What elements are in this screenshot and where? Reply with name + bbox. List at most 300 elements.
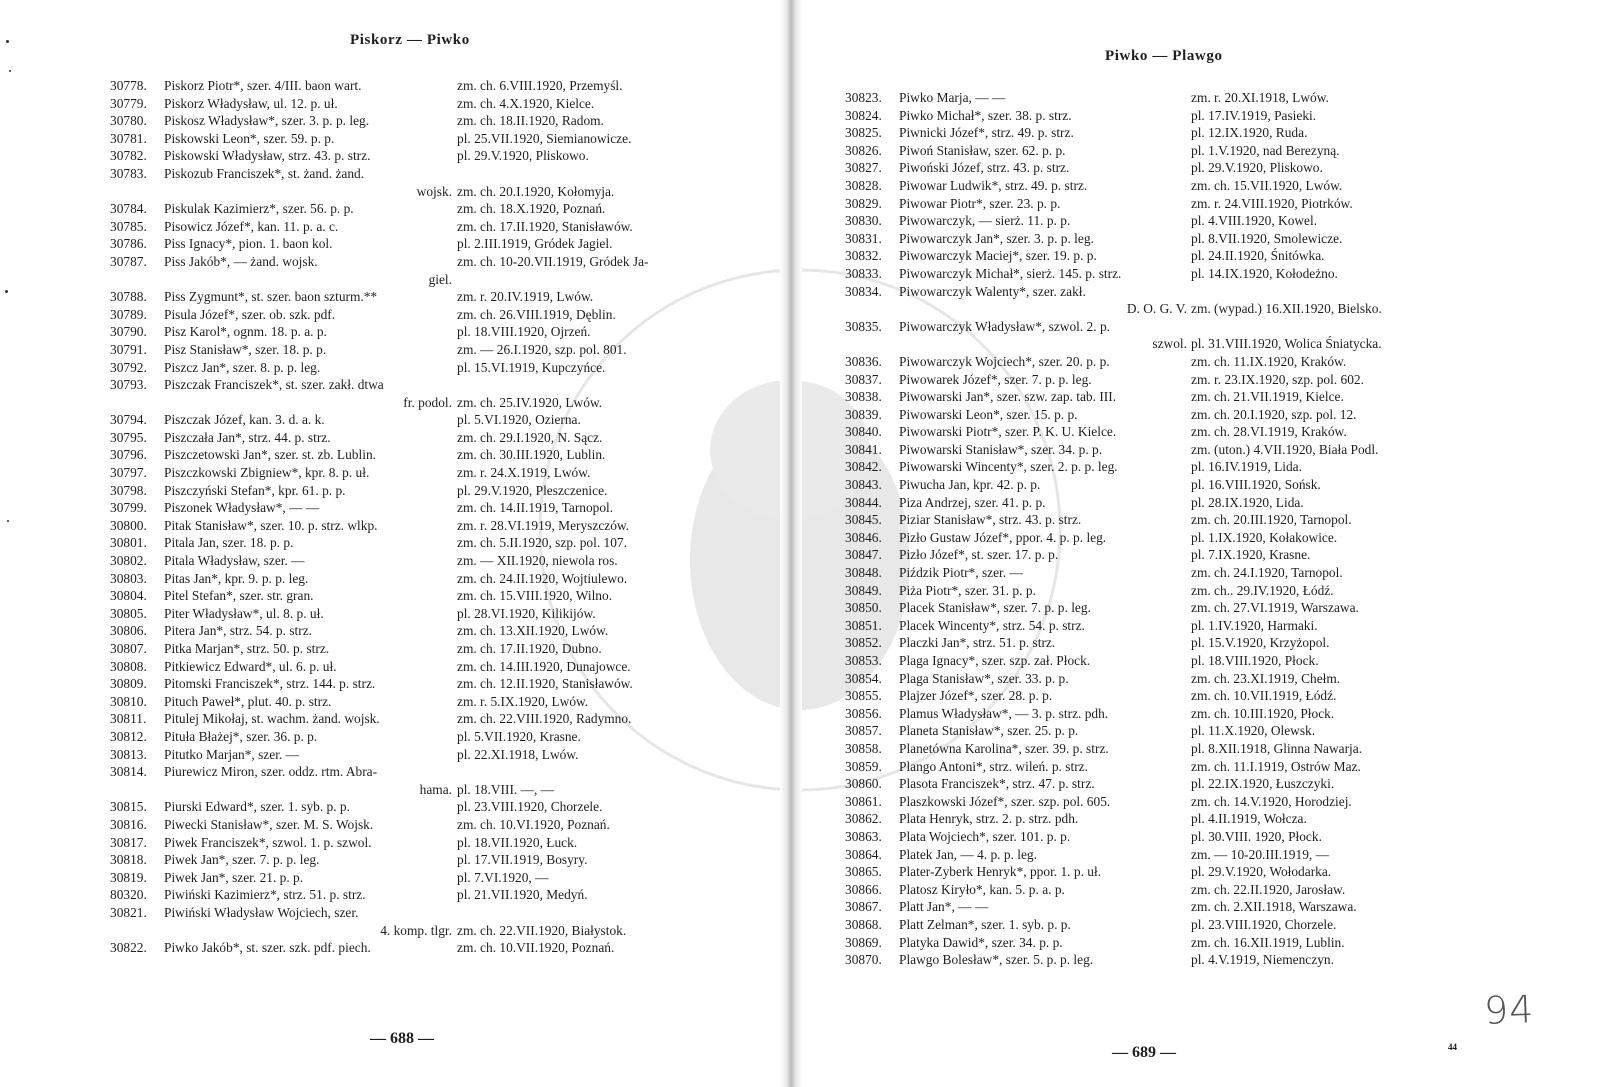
entry-row [845,442,1525,460]
entry-name: Piszczała Jan*, strz. 44. p. strz. [164,429,331,445]
entry-name: Piwowarczyk Michał*, sierż. 145. p. strz. [899,265,1122,281]
entry-row [845,495,1525,513]
entry-status: pl. 28.IX.1920, Lida. [1191,494,1304,510]
entry-number: 30812. [110,728,147,744]
entry-name: Piza Andrzej, szer. 41. p. p. [899,494,1046,510]
entry-name: Piwko Michał*, szer. 38. p. strz. [899,107,1072,123]
entry-name: Pisula Józef*, szer. ob. szk. pdf. [164,306,336,322]
entry-name: Piwowar Ludwik*, strz. 49. p. strz. [899,177,1088,193]
entry-number: 30819. [110,869,147,885]
entry-status: zm. ch. 10.VII.1919, Łódź. [1191,688,1337,704]
entry-row [110,148,730,166]
entry-number: 30844. [845,494,882,510]
entry-row [110,412,730,430]
entry-name: Plata Henryk, strz. 2. p. strz. pdh. [899,811,1079,827]
entry-status: zm. ch. 2.XII.1918, Warszawa. [1191,899,1357,915]
page-title: Piwko — Plawgo [1105,48,1223,64]
entry-status: zm. — XII.1920, niewola ros. [457,553,618,569]
entry-number: 30816. [110,816,147,832]
entry-status: zm. ch. 11.IX.1920, Kraków. [1191,353,1347,369]
entry-name: Plaszkowski Józef*, szer. szp. pol. 605. [899,793,1111,809]
entry-number: 30785. [110,218,147,234]
entry-name: Plasota Franciszek*, strz. 47. p. strz. [899,776,1095,792]
entry-status: pl. 29.V.1920, Pliskowo. [457,148,589,164]
entry-name: Piwowarski Piotr*, szer. P. K. U. Kielce. [899,424,1117,440]
entry-number: 30796. [110,447,147,463]
entry-status: pl. 17.VII.1919, Bosyry. [457,852,588,868]
entry-number: 30870. [845,952,882,968]
entry-name: Piskorz Władysław, ul. 12. p. uł. [164,95,338,111]
entry-row [845,90,1525,108]
entry-status: zm. r. 24.X.1919, Lwów. [457,465,591,481]
entry-row [845,547,1525,565]
entry-status: pl. 4.V.1919, Niemenczyn. [1191,952,1334,968]
entry-number: 30861. [845,793,882,809]
entry-number: 30828. [845,177,882,193]
entry-row [110,905,730,923]
entry-row [110,324,730,342]
entry-name: Piwek Franciszek*, szwol. 1. p. szwol. [164,834,372,850]
entry-status: zm. ch. 26.VIII.1919, Dęblin. [457,306,616,322]
entry-number: 30810. [110,693,147,709]
entry-name: Piwowarczyk Władysław*, szwol. 2. p. [899,318,1110,334]
entry-name: Piskorz Piotr*, szer. 4/III. baon wart. [164,78,362,93]
entry-name: Piss Jakób*, — żand. wojsk. [164,253,318,269]
entry-name: Platt Jan*, — — [899,899,989,915]
entry-name: Piwowarczyk Walenty*, szer. zakł. [899,283,1086,299]
entry-status: zm. ch. 27.VI.1919, Warszawa. [1191,600,1359,616]
entry-name: Piwowarczyk Maciej*, szer. 19. p. p. [899,248,1097,264]
entry-row [845,319,1525,337]
entry-row [845,248,1525,266]
entry-status: zm. ch. 13.XII.1920, Lwów. [457,623,609,639]
entry-row [110,78,730,96]
entry-unit-continuation: 4. komp. tlgr. [380,922,452,938]
entry-name: Piwowarski Leon*, szer. 15. p. p. [899,406,1078,422]
entry-name: Plater-Zyberk Henryk*, ppor. 1. p. uł. [899,864,1102,880]
entry-status: zm. ch. 10.III.1920, Płock. [1191,705,1335,721]
entry-row [110,342,730,360]
entry-row [110,113,730,131]
entry-row [110,236,730,254]
entry-row [110,606,730,624]
entry-status: zm. ch. 24.II.1920, Wojtiulewo. [457,570,628,586]
entry-status: pl. 2.III.1919, Gródek Jagiel. [457,236,613,252]
entry-row [110,96,730,114]
entry-name: Platyka Dawid*, szer. 34. p. p. [899,934,1063,950]
entry-number: 30790. [110,324,147,340]
entry-number: 30834. [845,283,882,299]
entry-unit-continuation: giel. [428,271,452,287]
entry-status: pl. 15.VI.1919, Kupczyńce. [457,359,606,375]
entry-number: 30787. [110,253,147,269]
entry-row [845,143,1525,161]
entry-name: Pizło Józef*, st. szer. 17. p. p. [899,547,1059,563]
entry-row [110,729,730,747]
page-title: Piskorz — Piwko [350,32,470,48]
entry-row [110,799,730,817]
entry-status: pl. 12.IX.1920, Ruda. [1191,125,1308,141]
entry-unit-continuation: wojsk. [416,183,452,199]
entry-name: Pisz Stanisław*, szer. 18. p. p. [164,341,327,357]
entry-number: 30846. [845,529,882,545]
entry-name: Piwowarski Jan*, szer. szw. zap. tab. III. [899,389,1117,405]
entry-status: zm. ch. 22.VII.1920, Białystok. [457,922,627,938]
entry-name: Pitera Jan*, strz. 54. p. strz. [164,623,313,639]
entry-status: pl. 29.V.1920, Pliskowo. [1191,160,1323,176]
entry-name: Piwowarski Wincenty*, szer. 2. p. p. leg. [899,459,1118,475]
entry-number: 30857. [845,723,882,739]
entry-status: zm. r. 20.XI.1918, Lwów. [1191,90,1329,105]
entry-number: 30830. [845,213,882,229]
entry-status: pl. 16.IV.1919, Lida. [1191,459,1302,475]
entry-row [845,160,1525,178]
entry-status: pl. 5.VI.1920, Ozierna. [457,412,581,428]
entry-name: Placzki Jan*, strz. 51. p. strz. [899,635,1056,651]
entry-row [845,178,1525,196]
entry-number: 30858. [845,740,882,756]
entry-name: Placek Stanisław*, szer. 7. p. p. leg. [899,600,1091,616]
entry-status: pl. 28.VI.1920, Kilikijów. [457,605,596,621]
page-number: — 688 — [370,1030,434,1047]
entry-row [845,706,1525,724]
entry-status: zm. — 26.I.1920, szp. pol. 801. [457,341,627,357]
entry-number: 30827. [845,160,882,176]
entry-name: Piwowarczyk Jan*, szer. 3. p. p. leg. [899,230,1094,246]
entry-row [845,477,1525,495]
entry-number: 30778. [110,78,147,93]
entry-row [845,372,1525,390]
entry-name: Piszonek Władysław*, — — [164,500,320,516]
entry-row [110,835,730,853]
entry-name: Piskowski Leon*, szer. 59. p. p. [164,130,335,146]
entry-row [845,653,1525,671]
entry-row [110,694,730,712]
entry-name: Piskozub Franciszek*, st. żand. żand. [164,165,365,181]
entry-name: Platt Zelman*, szer. 1. syb. p. p. [899,916,1071,932]
entry-name: Piss Ignacy*, pion. 1. baon kol. [164,236,333,252]
entry-number: 30839. [845,406,882,422]
entry-status: pl. 21.VII.1920, Medyń. [457,887,588,903]
entry-name: Pitel Stefan*, szer. str. gran. [164,588,314,604]
entry-name: Pitutko Marjan*, szer. — [164,746,300,762]
entry-status: zm. ch. 21.VII.1919, Kielce. [1191,389,1344,405]
entry-row [845,125,1525,143]
entry-row [845,847,1525,865]
entry-name: Piszczak Franciszek*, st. szer. zakł. dtwa [164,377,384,393]
entry-name: Platosz Kiryło*, kan. 5. p. a. p. [899,881,1065,897]
entry-name: Pisz Karol*, ognm. 18. p. a. p. [164,324,327,340]
entry-name: Piurski Edward*, szer. 1. syb. p. p. [164,799,350,815]
entry-status: zm. ch.. 29.IV.1920, Łódź. [1191,582,1334,598]
entry-row [845,424,1525,442]
entry-name: Piwowarski Stanisław*, szer. 34. p. p. [899,441,1103,457]
entry-name: Piwecki Stanisław*, szer. M. S. Wojsk. [164,816,374,832]
entry-name: Piwowarczyk, — sierż. 11. p. p. [899,213,1071,229]
entry-number: 30792. [110,359,147,375]
right-page [790,0,1600,1087]
entry-name: Piwowarek Józef*, szer. 7. p. p. leg. [899,371,1092,387]
entry-number: 30814. [110,764,147,780]
entry-status: zm. ch. 10.VI.1920, Poznań. [457,816,610,832]
handwritten-page-number: 94 [1483,987,1536,1033]
entry-number: 80320. [110,887,147,903]
entry-status: pl. 18.VII.1920, Łuck. [457,834,578,850]
entry-number: 30863. [845,828,882,844]
entry-status: zm. ch. 4.X.1920, Kielce. [457,95,595,111]
entry-status: pl. 1.V.1920, nad Berezyną. [1191,142,1340,158]
entry-row [110,219,730,237]
entry-name: Plango Antoni*, strz. wileń. p. strz. [899,758,1088,774]
entry-row [110,447,730,465]
entry-number: 30797. [110,465,147,481]
entry-name: Piwko Marja, — — [899,90,1006,105]
entry-number: 30817. [110,834,147,850]
entry-status: zm. r. 23.IX.1920, szp. pol. 602. [1191,371,1364,387]
entry-name: Plaga Stanisław*, szer. 33. p. p. [899,670,1069,686]
entry-row [845,583,1525,601]
entry-name: Piździk Piotr*, szer. — [899,565,1023,581]
entry-row [110,430,730,448]
entry-status: zm. ch. 18.X.1920, Poznań. [457,201,606,217]
entry-row [845,917,1525,935]
entry-row [845,354,1525,372]
entry-name: Piwowar Piotr*, szer. 23. p. p. [899,195,1061,211]
entry-status: pl. 4.VIII.1920, Kowel. [1191,213,1318,229]
entry-row [110,641,730,659]
entry-name: Pitak Stanisław*, szer. 10. p. strz. wlkp. [164,517,378,533]
entry-row [845,952,1525,970]
entry-name: Plajzer Józef*, szer. 28. p. p. [899,688,1053,704]
entry-row [845,794,1525,812]
entry-row [110,360,730,378]
entry-name: Piwucha Jan, kpr. 42. p. p. [899,477,1041,493]
entry-name: Plata Wojciech*, szer. 101. p. p. [899,828,1071,844]
entry-name: Piskulak Kazimierz*, szer. 56. p. p. [164,201,354,217]
entry-number: 30825. [845,125,882,141]
entry-number: 30859. [845,758,882,774]
entry-number: 30869. [845,934,882,950]
entry-name: Piwoński Józef, strz. 43. p. strz. [899,160,1070,176]
entry-number: 30798. [110,482,147,498]
entry-number: 30803. [110,570,147,586]
entry-status: zm. ch. 22.II.1920, Jarosław. [1191,881,1346,897]
entry-status: pl. 17.IV.1919, Pasieki. [1191,107,1317,123]
entry-name: Plaga Ignacy*, szer. szp. zał. Płock. [899,653,1091,668]
entry-row [845,882,1525,900]
entry-status: zm. ch. 24.I.1920, Tarnopol. [1191,565,1343,581]
entry-number: 30842. [845,459,882,475]
entry-name: Piskosz Władysław*, szer. 3. p. p. leg. [164,113,370,129]
entry-name: Pitomski Franciszek*, strz. 144. p. strz. [164,676,376,692]
page-number: — 689 — [1112,1044,1176,1061]
entry-row [845,213,1525,231]
entry-row [845,512,1525,530]
entry-number: 30867. [845,899,882,915]
entry-number: 30852. [845,635,882,651]
entry-row [845,565,1525,583]
entry-number: 30838. [845,389,882,405]
entry-name: Piszczyński Stefan*, kpr. 61. p. p. [164,482,346,498]
entry-status: zm. ch. 10-20.VII.1919, Gródek Ja- [457,253,649,269]
entry-name: Piter Władysław*, ul. 8. p. uł. [164,605,324,621]
entry-row [845,776,1525,794]
entry-number: 30829. [845,195,882,211]
entry-row [845,635,1525,653]
entry-name: Pitka Marjan*, strz. 50. p. strz. [164,641,330,656]
entry-number: 30780. [110,113,147,129]
entry-number: 30855. [845,688,882,704]
entry-status: zm. ch. 28.VI.1919, Kraków. [1191,424,1347,440]
entry-name: Piwowarczyk Wojciech*, szer. 20. p. p. [899,353,1110,369]
entry-row [845,196,1525,214]
entry-number: 30831. [845,230,882,246]
entry-row [110,131,730,149]
entry-row [110,483,730,501]
entry-list [845,90,1525,970]
entry-status: zm. ch. 22.VIII.1920, Radymno. [457,711,632,727]
entry-number: 30853. [845,653,882,668]
entry-row [845,459,1525,477]
entry-name: Piwiński Kazimierz*, strz. 51. p. strz. [164,887,366,903]
entry-unit-continuation: fr. podol. [403,394,452,410]
entry-number: 30845. [845,512,882,528]
entry-status: pl. 18.VIII.1920, Ojrzeń. [457,324,591,340]
entry-row [110,307,730,325]
entry-status: zm. ch. 18.II.1920, Radom. [457,113,604,129]
corner-mark: 44 [1448,1042,1457,1052]
entry-status: pl. 18.VIII.1920, Płock. [1191,653,1319,668]
entry-number: 30813. [110,746,147,762]
entry-number: 30824. [845,107,882,123]
entry-row [845,899,1525,917]
entry-unit-continuation: D. O. G. V. [1126,301,1187,317]
entry-status: zm. ch. 6.VIII.1920, Przemyśl. [457,78,623,93]
entry-number: 30818. [110,852,147,868]
entry-number: 30843. [845,477,882,493]
entry-number: 30801. [110,535,147,551]
entry-name: Plamus Władysław*, — 3. p. strz. pdh. [899,705,1109,721]
entry-status: pl. 5.VII.1920, Krasne. [457,728,581,744]
entry-row [110,518,730,536]
entry-status: pl. 23.VIII.1920, Chorzele. [457,799,603,815]
entry-status: zm. ch. 10.VII.1920, Poznań. [457,940,615,956]
entry-name: Piskowski Władysław, strz. 43. p. strz. [164,148,371,164]
entry-status: pl. 14.IX.1920, Kołodeżno. [1191,265,1338,281]
entry-row [110,166,730,184]
entry-row [845,723,1525,741]
entry-status: pl. 22.IX.1920, Łuszczyki. [1191,776,1335,792]
entry-status: pl. 4.II.1919, Wołcza. [1191,811,1307,827]
entry-name: Piwko Jakób*, st. szer. szk. pdf. piech. [164,940,371,956]
entry-status: pl. 23.VIII.1920, Chorzele. [1191,916,1337,932]
entry-number: 30807. [110,641,147,656]
entry-name: Pitala Władysław, szer. — [164,553,305,569]
entry-number: 30800. [110,517,147,533]
entry-name: Piwnicki Józef*, strz. 49. p. strz. [899,125,1074,141]
entry-row [845,618,1525,636]
entry-number: 30795. [110,429,147,445]
entry-row [845,407,1525,425]
entry-row [110,588,730,606]
entry-status: pl. 1.IX.1920, Kołakowice. [1191,529,1338,545]
entry-row [845,266,1525,284]
entry-number: 30826. [845,142,882,158]
entry-number: 30779. [110,95,147,111]
entry-number: 30865. [845,864,882,880]
entry-row [110,535,730,553]
entry-row [110,500,730,518]
entry-row [110,571,730,589]
entry-row [845,671,1525,689]
entry-status: zm. ch. 14.V.1920, Horodziej. [1191,793,1352,809]
entry-row [110,870,730,888]
entry-status: pl. 22.XI.1918, Lwów. [457,746,579,762]
entry-status: pl. 8.VII.1920, Smolewicze. [1191,230,1343,246]
entry-status: pl. 30.VIII. 1920, Płock. [1191,828,1322,844]
entry-name: Piszczak Józef, kan. 3. d. a. k. [164,412,325,428]
entry-status: zm. ch. 17.II.1920, Dubno. [457,641,602,656]
entry-name: Piwek Jan*, szer. 7. p. p. leg. [164,852,320,868]
entry-row [110,465,730,483]
entry-row [845,600,1525,618]
entry-row [110,676,730,694]
entry-status: pl. 8.XII.1918, Glinna Nawarja. [1191,740,1363,756]
entry-status: pl. 29.V.1920, Pleszczenice. [457,482,608,498]
entry-number: 30809. [110,676,147,692]
entry-number: 30799. [110,500,147,516]
entry-status: pl. 18.VIII. —, — [457,781,555,797]
entry-number: 30864. [845,846,882,862]
entry-name: Piwoń Stanisław, szer. 62. p. p. [899,142,1066,158]
entry-number: 30868. [845,916,882,932]
entry-status: zm. (uton.) 4.VII.1920, Biała Podl. [1191,441,1379,457]
entry-continuation [110,395,730,413]
entry-number: 30808. [110,658,147,674]
entry-number: 30781. [110,130,147,146]
entry-row [110,377,730,395]
entry-number: 30811. [110,711,147,727]
entry-row [110,254,730,272]
entry-number: 30848. [845,565,882,581]
entry-status: pl. 11.X.1920, Olewsk. [1191,723,1316,739]
entry-number: 30847. [845,547,882,563]
entry-row [845,864,1525,882]
entry-row [110,764,730,782]
entry-status: pl. 1.IV.1920, Harmaki. [1191,617,1318,633]
entry-status: zm. ch. 16.XII.1919, Lublin. [1191,934,1345,950]
entry-name: Pitkiewicz Edward*, ul. 6. p. uł. [164,658,337,674]
entry-number: 30851. [845,617,882,633]
entry-number: 30841. [845,441,882,457]
entry-row [845,108,1525,126]
entry-unit-continuation: hama. [419,781,452,797]
entry-status: pl. 25.VII.1920, Siemianowicze. [457,130,632,146]
entry-status: zm. ch. 30.III.1920, Lublin. [457,447,606,463]
entry-status: zm. (wypad.) 16.XII.1920, Bielsko. [1191,301,1382,317]
entry-row [110,553,730,571]
entry-number: 30815. [110,799,147,815]
entry-number: 30788. [110,289,147,305]
entry-number: 30837. [845,371,882,387]
entry-row [845,530,1525,548]
entry-status: zm. ch. 15.VII.1920, Lwów. [1191,177,1343,193]
entry-row [845,389,1525,407]
entry-row [845,284,1525,302]
entry-number: 30832. [845,248,882,264]
entry-number: 30862. [845,811,882,827]
entry-name: Pituch Paweł*, plut. 40. p. strz. [164,693,332,709]
